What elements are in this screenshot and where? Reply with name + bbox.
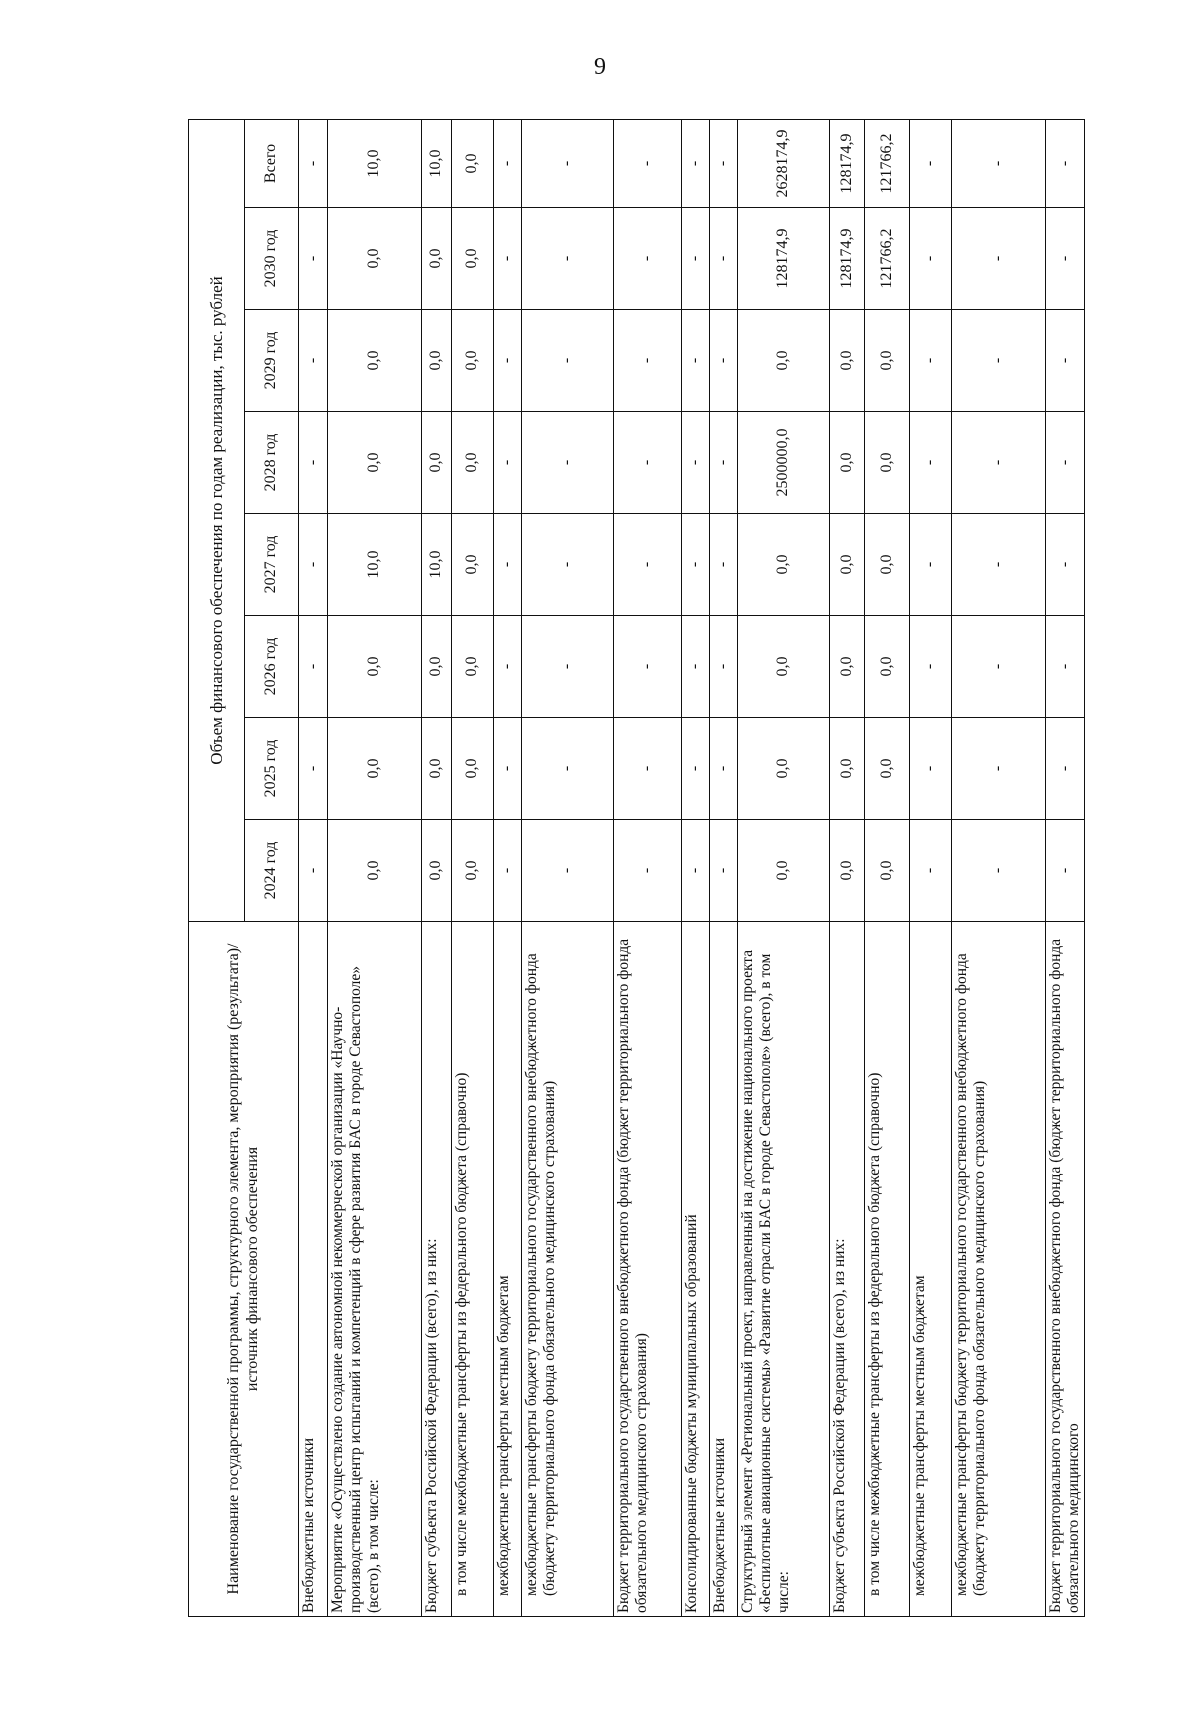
cell-value: - [1046, 820, 1085, 922]
cell-value: 0,0 [830, 616, 865, 718]
cell-value: - [710, 119, 738, 207]
cell-value: 0,0 [738, 514, 830, 616]
row-name: Бюджет территориального государственного внебюджетного фонда (бюджет территориального фонда обязательного медицинского [1046, 922, 1085, 1617]
cell-value: - [522, 820, 614, 922]
cell-value: 121766,2 [865, 119, 910, 207]
cell-value: 0,0 [452, 208, 494, 310]
cell-value: 0,0 [865, 718, 910, 820]
cell-value: - [1046, 310, 1085, 412]
row-name: межбюджетные трансферты бюджету территориального государственного внебюджетного фонда (бюджету территориального фонда обязательного медицинского страхования) [952, 922, 1046, 1617]
cell-value: 0,0 [452, 616, 494, 718]
row-name: Бюджет субъекта Российской Федерации (всего), из них: [422, 922, 452, 1617]
header-year: 2029 год [245, 310, 299, 412]
cell-value: 0,0 [452, 820, 494, 922]
row-name: межбюджетные трансферты местным бюджетам [494, 922, 522, 1617]
cell-value: 0,0 [328, 616, 422, 718]
row-name: Внебюджетные источники [299, 922, 328, 1617]
cell-value: 0,0 [328, 718, 422, 820]
header-total: Всего [245, 119, 299, 207]
cell-value: - [710, 208, 738, 310]
row-name: межбюджетные трансферты бюджету территориального государственного внебюджетного фонда (бюджету территориального фонда обязательного медицинского страхования) [522, 922, 614, 1617]
cell-value: 0,0 [328, 820, 422, 922]
cell-value: 0,0 [865, 820, 910, 922]
cell-value: 128174,9 [830, 208, 865, 310]
cell-value: - [614, 208, 682, 310]
cell-value: - [952, 718, 1046, 820]
cell-value: 0,0 [422, 616, 452, 718]
header-year: 2027 год [245, 514, 299, 616]
cell-value: 0,0 [422, 718, 452, 820]
row-name: Бюджет территориального государственного внебюджетного фонда (бюджет территориального фонда обязательного медицинского страхования) [614, 922, 682, 1617]
cell-value: 0,0 [738, 310, 830, 412]
cell-value: - [710, 514, 738, 616]
cell-value: - [682, 208, 710, 310]
cell-value: - [522, 412, 614, 514]
cell-value: - [910, 616, 952, 718]
row-name: Внебюджетные источники [710, 922, 738, 1617]
header-year: 2028 год [245, 412, 299, 514]
cell-value: - [682, 310, 710, 412]
cell-value: 0,0 [865, 412, 910, 514]
cell-value: - [522, 514, 614, 616]
cell-value: - [614, 514, 682, 616]
funding-table [188, 119, 1085, 1617]
cell-value: 0,0 [422, 310, 452, 412]
cell-value: - [522, 718, 614, 820]
cell-value: - [910, 412, 952, 514]
cell-value: 0,0 [452, 310, 494, 412]
cell-value: - [299, 820, 328, 922]
cell-value: - [522, 208, 614, 310]
cell-value: 121766,2 [865, 208, 910, 310]
cell-value: - [682, 412, 710, 514]
cell-value: - [910, 514, 952, 616]
cell-value: - [299, 616, 328, 718]
cell-value: 0,0 [830, 412, 865, 514]
cell-value: - [494, 820, 522, 922]
cell-value: - [614, 310, 682, 412]
header-year: 2026 год [245, 616, 299, 718]
cell-value: - [494, 208, 522, 310]
cell-value: - [299, 310, 328, 412]
cell-value: - [522, 616, 614, 718]
cell-value: 0,0 [865, 514, 910, 616]
cell-value: - [494, 119, 522, 207]
cell-value: - [952, 119, 1046, 207]
cell-value: 0,0 [328, 208, 422, 310]
cell-value: - [952, 514, 1046, 616]
cell-value: 0,0 [830, 820, 865, 922]
cell-value: 0,0 [422, 208, 452, 310]
cell-value: - [494, 412, 522, 514]
header-year: 2024 год [245, 820, 299, 922]
cell-value: 10,0 [422, 514, 452, 616]
cell-value: - [1046, 718, 1085, 820]
cell-value: - [1046, 208, 1085, 310]
cell-value: - [614, 718, 682, 820]
header-group-title: Объем финансового обеспечения по годам реализации, тыс. рублей [189, 119, 245, 921]
cell-value: - [710, 412, 738, 514]
cell-value: - [494, 718, 522, 820]
cell-value: - [299, 514, 328, 616]
row-name: в том числе межбюджетные трансферты из федерального бюджета (справочно) [865, 922, 910, 1617]
cell-value: - [614, 119, 682, 207]
cell-value: - [682, 119, 710, 207]
cell-value: 2500000,0 [738, 412, 830, 514]
cell-value: 0,0 [830, 310, 865, 412]
cell-value: 0,0 [738, 616, 830, 718]
cell-value: - [682, 820, 710, 922]
rotated-table-container [188, 120, 1118, 1617]
cell-value: - [682, 514, 710, 616]
cell-value: 0,0 [865, 310, 910, 412]
cell-value: - [682, 616, 710, 718]
cell-value: 10,0 [328, 119, 422, 207]
cell-value: 10,0 [328, 514, 422, 616]
cell-value: - [1046, 412, 1085, 514]
cell-value: - [299, 208, 328, 310]
cell-value: 0,0 [738, 820, 830, 922]
cell-value: - [910, 119, 952, 207]
page-number: 9 [594, 54, 606, 80]
cell-value: 128174,9 [738, 208, 830, 310]
header-year: 2025 год [245, 718, 299, 820]
cell-value: 0,0 [422, 820, 452, 922]
cell-value: 0,0 [452, 718, 494, 820]
row-name: в том числе межбюджетные трансферты из федерального бюджета (справочно) [452, 922, 494, 1617]
cell-value: 128174,9 [830, 119, 865, 207]
row-name: Структурный элемент «Региональный проект, направленный на достижение национального проекта «Беспилотные авиационные системы» «Развитие отрасли БАС в городе Севастополе» (всего), в том числе: [738, 922, 830, 1617]
cell-value: - [682, 718, 710, 820]
cell-value: 0,0 [738, 718, 830, 820]
cell-value: 0,0 [830, 718, 865, 820]
cell-value: - [952, 310, 1046, 412]
cell-value: - [522, 310, 614, 412]
cell-value: - [299, 412, 328, 514]
cell-value: - [1046, 616, 1085, 718]
cell-value: 0,0 [452, 514, 494, 616]
cell-value: 0,0 [328, 412, 422, 514]
cell-value: - [910, 310, 952, 412]
header-name-column: Наименование государственной программы, структурного элемента, мероприятия (результата)/источник финансового обеспечения [189, 922, 299, 1617]
cell-value: 2628174,9 [738, 119, 830, 207]
cell-value: - [910, 208, 952, 310]
cell-value: - [710, 718, 738, 820]
cell-value: 0,0 [452, 119, 494, 207]
cell-value: - [1046, 514, 1085, 616]
cell-value: - [952, 820, 1046, 922]
cell-value: - [710, 820, 738, 922]
cell-value: - [952, 208, 1046, 310]
cell-value: 0,0 [830, 514, 865, 616]
cell-value: - [710, 616, 738, 718]
row-name: Бюджет субъекта Российской Федерации (всего), из них: [830, 922, 865, 1617]
cell-value: - [952, 412, 1046, 514]
cell-value: - [910, 718, 952, 820]
cell-value: - [299, 119, 328, 207]
cell-value: - [910, 820, 952, 922]
header-year: 2030 год [245, 208, 299, 310]
cell-value: - [614, 616, 682, 718]
cell-value: - [494, 514, 522, 616]
cell-value: 10,0 [422, 119, 452, 207]
cell-value: - [494, 310, 522, 412]
cell-value: - [614, 412, 682, 514]
cell-value: - [952, 616, 1046, 718]
cell-value: - [522, 119, 614, 207]
row-name: межбюджетные трансферты местным бюджетам [910, 922, 952, 1617]
cell-value: - [299, 718, 328, 820]
cell-value: - [710, 310, 738, 412]
cell-value: 0,0 [865, 616, 910, 718]
cell-value: 0,0 [422, 412, 452, 514]
row-name: Мероприятие «Осуществлено создание автономной некоммерческой организации «Научно-производственный центр испытаний и компетенций в сфере развития БАС в городе Севастополе» (всего), в том числе: [328, 922, 422, 1617]
cell-value: - [494, 616, 522, 718]
cell-value: - [1046, 119, 1085, 207]
cell-value: - [614, 820, 682, 922]
cell-value: 0,0 [452, 412, 494, 514]
cell-value: 0,0 [328, 310, 422, 412]
row-name: Консолидированные бюджеты муниципальных образований [682, 922, 710, 1617]
